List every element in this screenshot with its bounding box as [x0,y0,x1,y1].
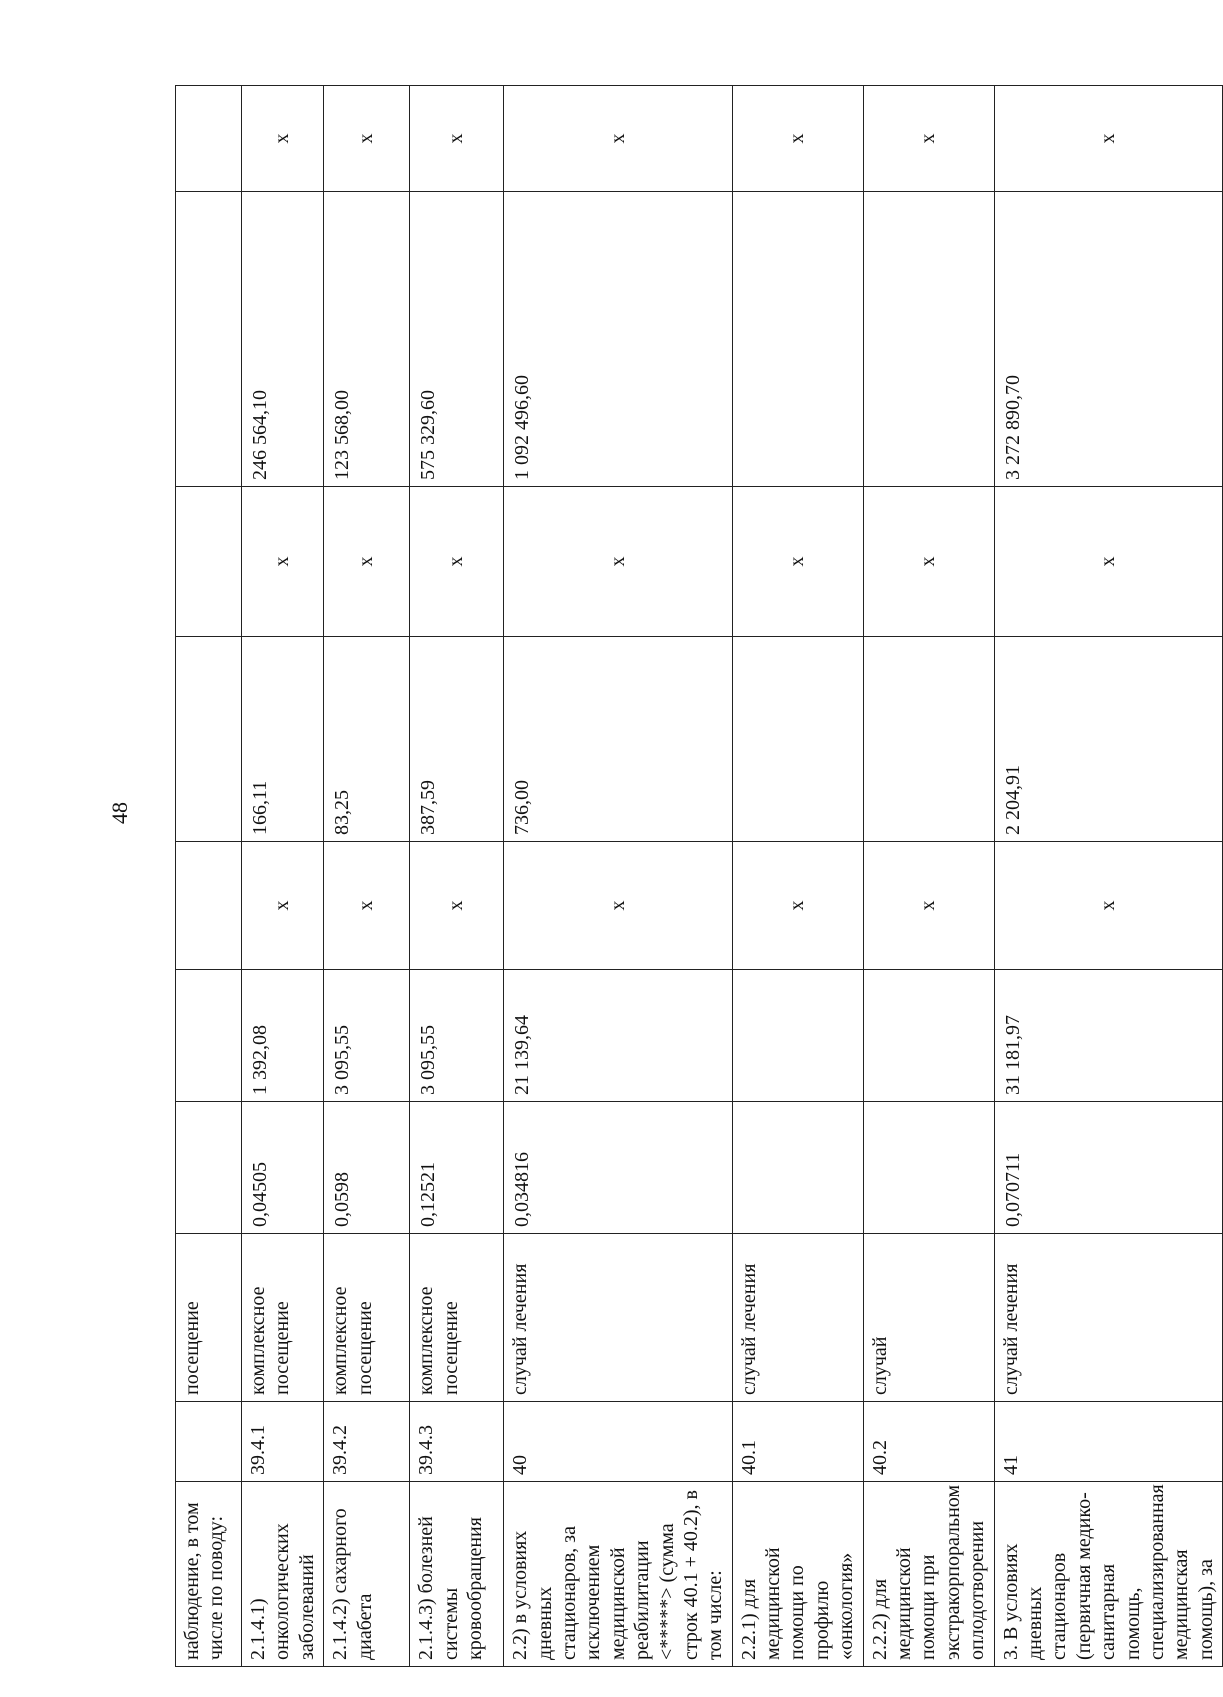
page-number: 48 [107,802,132,824]
table-cell-label: 2.2.1) для медицинской помощи по профилю «онкология» [732,1482,863,1667]
table-cell-c8: x [863,487,994,637]
table-cell-unit: комплексное посещение [242,1234,324,1402]
table-cell-c7: 166,11 [242,637,324,842]
table-cell-unit: случай лечения [732,1234,863,1402]
table-cell-c6: x [410,842,504,970]
table-row [242,86,324,1667]
table-cell-c8 [176,487,242,637]
table-cell-unit: комплексное посещение [324,1234,410,1402]
table-cell-c8: x [994,487,1223,637]
table-cell-c9 [732,192,863,487]
table-cell-c5 [863,970,994,1102]
table-cell-c6 [176,842,242,970]
table-cell-unit: случай [863,1234,994,1402]
table-cell-c7 [732,637,863,842]
table-cell-c7: 387,59 [410,637,504,842]
table-cell-c8: x [242,487,324,637]
data-table [175,85,1223,1667]
table-cell-code: 40.1 [732,1402,863,1482]
table-cell-unit: посещение [176,1234,242,1402]
table-cell-c10: x [324,86,410,192]
table-cell-label: 2.1.4.3) болезней системы кровообращения [410,1482,504,1667]
table-row [994,86,1223,1667]
table-cell-c5: 21 139,64 [504,970,733,1102]
table-cell-c8: x [324,487,410,637]
table-cell-label: 2.2) в условиях дневных стационаров, за исключением медицинской реабилитации <*****> (сумма строк 40.1 + 40.2), в том числе: [504,1482,733,1667]
table-cell-c9 [176,192,242,487]
table-row [410,86,504,1667]
table-cell-c7: 2 204,91 [994,637,1223,842]
table-cell-c4: 0,04505 [242,1102,324,1234]
table-cell-c9: 1 092 496,60 [504,192,733,487]
table-cell-c10: x [732,86,863,192]
table-cell-c6: x [324,842,410,970]
table-cell-c6: x [242,842,324,970]
table-cell-code: 39.4.3 [410,1402,504,1482]
table-cell-c5 [732,970,863,1102]
table-cell-c7: 736,00 [504,637,733,842]
table-cell-c10: x [410,86,504,192]
table-cell-c7 [176,637,242,842]
table-cell-code: 39.4.2 [324,1402,410,1482]
table-cell-c6: x [504,842,733,970]
table-cell-c9 [863,192,994,487]
table-row [732,86,863,1667]
table-cell-label: 2.2.2) для медицинской помощи при экстракорпоральном оплодотворении [863,1482,994,1667]
table-cell-code: 39.4.1 [242,1402,324,1482]
table-cell-label: наблюдение, в том числе по поводу: [176,1482,242,1667]
table-cell-label: 2.1.4.1) онкологических заболеваний [242,1482,324,1667]
table-cell-c4 [732,1102,863,1234]
table-row [324,86,410,1667]
table-cell-c6: x [732,842,863,970]
table-cell-code: 40.2 [863,1402,994,1482]
table-cell-label: 3. В условиях дневных стационаров (первичная медико-санитарная помощь, специализированная медицинская помощь), за [994,1482,1223,1667]
table-cell-c10: x [863,86,994,192]
table-cell-c4: 0,070711 [994,1102,1223,1234]
table-cell-unit: случай лечения [994,1234,1223,1402]
table-cell-unit: случай лечения [504,1234,733,1402]
table-cell-c5: 1 392,08 [242,970,324,1102]
table-cell-c6: x [994,842,1223,970]
table-cell-c4 [176,1102,242,1234]
table-cell-code [176,1402,242,1482]
table-cell-c5: 31 181,97 [994,970,1223,1102]
table-cell-c10: x [994,86,1223,192]
table-cell-c6: x [863,842,994,970]
table-row [863,86,994,1667]
table-row [504,86,733,1667]
table-cell-c7 [863,637,994,842]
table-cell-c9: 575 329,60 [410,192,504,487]
table-cell-code: 41 [994,1402,1223,1482]
table-cell-c5: 3 095,55 [410,970,504,1102]
table-row [176,86,242,1667]
table-cell-c4 [863,1102,994,1234]
table-cell-code: 40 [504,1402,733,1482]
table-cell-c9: 246 564,10 [242,192,324,487]
table-cell-c4: 0,12521 [410,1102,504,1234]
table-cell-c9: 123 568,00 [324,192,410,487]
table-cell-c4: 0,034816 [504,1102,733,1234]
rotated-table-wrapper [175,86,1217,1667]
table-cell-c7: 83,25 [324,637,410,842]
table-cell-c10: x [242,86,324,192]
table-cell-c8: x [504,487,733,637]
table-cell-c5: 3 095,55 [324,970,410,1102]
table-cell-unit: комплексное посещение [410,1234,504,1402]
table-cell-c4: 0,0598 [324,1102,410,1234]
table-cell-c5 [176,970,242,1102]
table-cell-label: 2.1.4.2) сахарного диабета [324,1482,410,1667]
table-cell-c8: x [410,487,504,637]
table-cell-c8: x [732,487,863,637]
table-cell-c10: x [504,86,733,192]
table-cell-c10 [176,86,242,192]
table-cell-c9: 3 272 890,70 [994,192,1223,487]
